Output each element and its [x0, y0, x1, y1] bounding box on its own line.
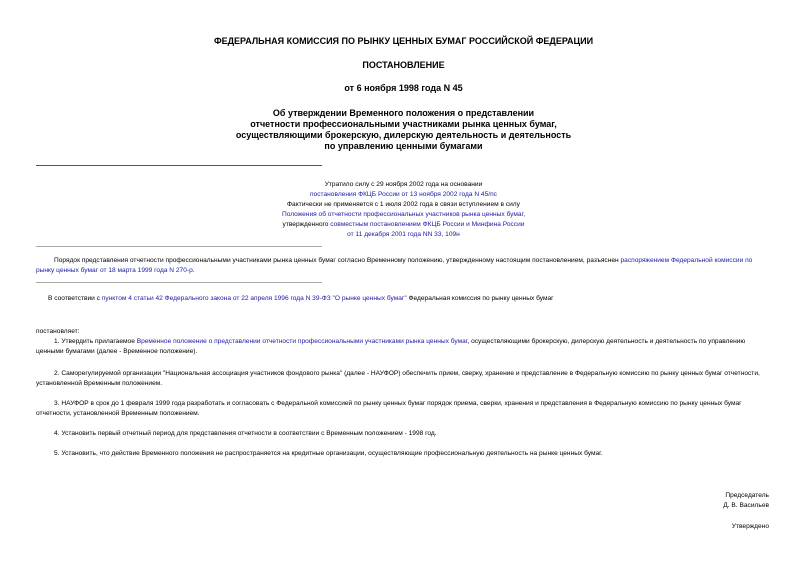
decree-word: постановляет:: [36, 328, 80, 335]
title-line-1: Об утверждении Временного положения о представлении: [272, 108, 535, 118]
issuer-heading: ФЕДЕРАЛЬНАЯ КОМИССИЯ ПО РЫНКУ ЦЕННЫХ БУМАГ РОССИЙСКОЙ ФЕДЕРАЦИИ: [213, 36, 594, 46]
title-line-4: по управлению ценными бумагами: [324, 141, 483, 151]
approved-label: Утверждено: [731, 523, 769, 530]
title-line-3: осуществляющими брокерскую, дилерскую деятельность и деятельность: [235, 130, 572, 140]
item-3: 3. НАУФОР в срок до 1 февраля 1999 года разработать и согласовать с Федеральной комиссией по рынку ценных бумаг порядок приема, сверки, хранения и представления в Федеральную комиссию по рынку ценных бумаг отчетности, установленной Временным положением.: [36, 400, 742, 417]
document-type: ПОСТАНОВЛЕНИЕ: [362, 60, 445, 70]
divider: [36, 282, 322, 283]
divider: [36, 246, 322, 247]
item-2: 2. Саморегулируемой организации "Национальная ассоциация участников фондового рынка" (далее - НАУФОР) обеспечить прием, сверку, хранение и представление в Федеральную комиссию по рынку ценных бумаг отчетности, установленной Временным положением.: [36, 370, 760, 387]
status-link-date[interactable]: от 11 декабря 2001 года NN 33, 109н: [347, 231, 460, 238]
preamble-link-law[interactable]: пунктом 4 статьи 42 Федерального закона от 22 апреля 1996 года N 39-ФЗ "О рынке ценных бумаг": [101, 295, 407, 302]
status-line-2: Фактически не применяется с 1 июля 2002 года в связи вступлением в силу: [287, 201, 520, 208]
signature-role: Председатель: [725, 492, 769, 499]
status-link-regulation[interactable]: Положения об отчетности профессиональных участников рынка ценных бумаг,: [281, 211, 526, 218]
signature-name: Д. В. Васильев: [723, 502, 769, 509]
title-line-2: отчетности профессиональными участниками рынка ценных бумаг,: [250, 119, 557, 129]
preamble-paragraph: В соответствии с пунктом 4 статьи 42 Федерального закона от 22 апреля 1996 года N 39-ФЗ "О рынке ценных бумаг" Федеральная комиссия по рынку ценных бумаг: [48, 295, 554, 302]
note-link-order[interactable]: распоряжением Федеральной комиссии по рынку ценных бумаг от 18 марта 1999 года N 270-р: [36, 257, 753, 274]
divider: [36, 165, 322, 166]
item-4: 4. Установить первый отчетный период для представления отчетности в соответствии с Временным положением - 1998 год.: [54, 430, 437, 437]
note-paragraph: Порядок представления отчетности профессиональными участниками рынка ценных бумаг согласно Временному положению, утвержденному настоящим постановлением, разъяснен распоряжением Федеральной комиссии по рынку ценных бумаг от 18 марта 1999 года N 270-р.: [36, 257, 753, 274]
status-line-3-text: утвержденного: [282, 221, 331, 228]
status-link-decree[interactable]: постановления ФКЦБ России от 13 ноября 2002 года N 45/пс: [310, 191, 497, 198]
status-line-1: Утратило силу с 29 ноября 2002 года на основании: [324, 181, 483, 188]
item-5: 5. Установить, что действие Временного положения не распространяется на кредитные организации, осуществляющие профессиональную деятельность на рынке ценных бумаг.: [54, 450, 603, 457]
document-date-number: от 6 ноября 1998 года N 45: [344, 83, 463, 93]
item-1: 1. Утвердить прилагаемое Временное положение о представлении отчетности профессиональными участниками рынка ценных бумаг, осуществляющими брокерскую, дилерскую деятельность и деятельность по управлению ценными бумагами (далее - Временное положение).: [36, 338, 746, 355]
item-1-link-provision[interactable]: Временное положение о представлении отчетности профессиональными участниками рынка ценных бумаг: [136, 338, 468, 345]
status-link-joint-decree[interactable]: совместным постановлением ФКЦБ России и Минфина России: [330, 221, 525, 228]
